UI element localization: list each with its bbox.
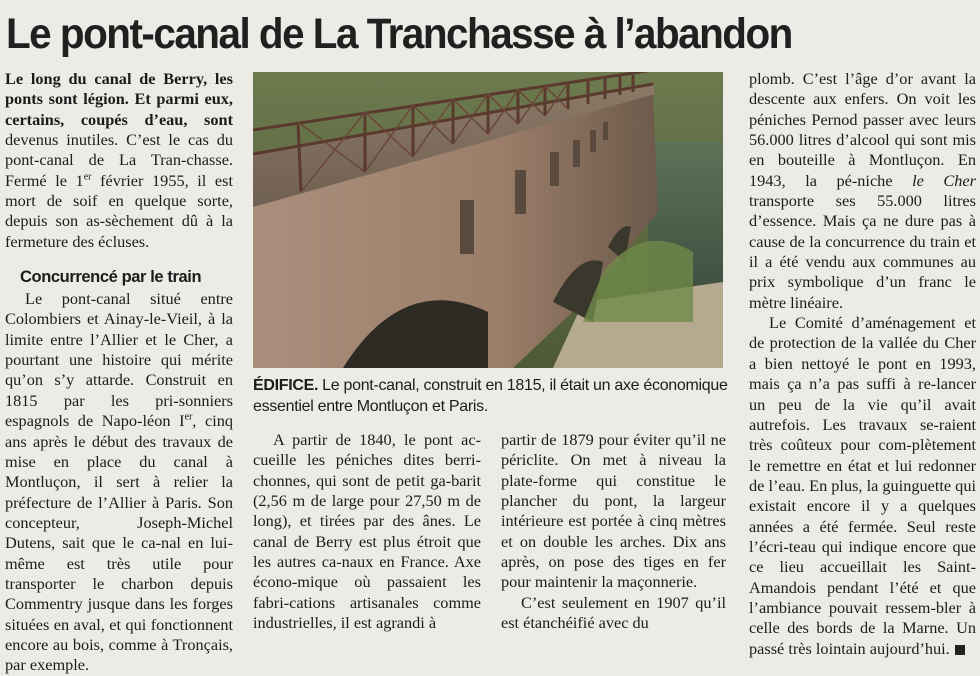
- subhead: Concurrencé par le train: [20, 268, 202, 287]
- col1-superscript: er: [184, 411, 193, 423]
- lede-paragraph: [5, 69, 233, 252]
- col4-italic-text: le Cher: [912, 170, 976, 190]
- article-column-4: [749, 69, 976, 659]
- col4-paragraph-2: [749, 313, 976, 659]
- caption-label: ÉDIFICE.: [253, 377, 319, 394]
- col1-text-a: Le pont-canal situé entre Colombiers et Ainay-le-Vieil, à la limite entre l’Allier et le Cher, a pourtant une histoire qui mérite qu’on s’y attarde. Construit en 1815 par les pri-sonniers espagnols de Napo-léon I: [5, 289, 233, 431]
- col1-text-b: , cinq ans après le début des travaux de mise en place du canal à Montluçon, il sert à relier la préfecture de l’Allier à Paris. Son concepteur, Joseph-Michel Dutens, sait que le ca-nal en lui-même est très utile pour transporter le charbon depuis Commentry jusque dans les forges situées en aval, et qui fonctionnent encore au bois, comme à Tronçais, par exemple.: [5, 411, 233, 675]
- headline: Le pont-canal de La Tranchasse à l’abandon: [6, 10, 792, 58]
- col2-paragraph: A partir de 1840, le pont ac-cueille les péniches dites berri-chonnes, qui sont de petit ga-barit (2,56 m de large pour 27,50 m de long), et tirées par des ânes. Le canal de Berry est plus étroit que les autres ca-naux en France. Axe écono-mique où passaient les fabri-cations artisanales comme industrielles, il est agrandi à: [253, 430, 481, 633]
- article-column-1: [5, 69, 233, 676]
- col4-text-a: plomb. C’est l’âge d’or avant la descente aux enfers. On voit les péniches Pernod passer avec leurs 56.000 litres d’alcool qui sont mis en bouteille à Montluçon. En 1943, la pé-niche: [749, 69, 976, 190]
- lede-superscript: er: [83, 171, 92, 183]
- bridge-photo: [253, 72, 723, 368]
- article-column-2: [253, 430, 481, 633]
- col4-paragraph-1: [749, 69, 976, 313]
- col3-paragraph-2: C’est seulement en 1907 qu’il est étanchéifié avec du: [501, 592, 726, 633]
- body-paragraph: [5, 289, 233, 676]
- article-column-3: [501, 430, 726, 633]
- col4-text-c: Le Comité d’aménagement et de protection de la vallée du Cher a bien nettoyé le pont en 1993, mais ça n’a pas suffi à re-lancer un peu de la vie qu’il avait autrefois. Les travaux se-raient très coûteux pour com-plètement le remettre en état et lui redonner de l’eau. En plus, la guinguette qui existait encore il y a quelques années a été fermée. Seul reste l’écri-teau qui indique encore que ce lieu accueillait les Saint-Amandois pendant l’été et que l’ambiance pouvait ressem-bler à celle des bords de la Marne. Un passé très lointain aujourd’hui.: [749, 313, 976, 658]
- photo-caption: [253, 375, 733, 417]
- caption-text: Le pont-canal, construit en 1815, il était un axe économique essentiel entre Montluçon et Paris.: [253, 377, 728, 415]
- end-mark-icon: [955, 645, 965, 655]
- col4-text-b: transporte ses 55.000 litres d’essence. Mais ça ne dure pas à cause de la concurrence du train et il a été vendu aux communes au prix symbolique d’un franc le mètre linéaire.: [749, 191, 976, 312]
- lede-text: devenus inutiles. C’est le cas du pont-canal de La Tran-chasse. Fermé le 1: [5, 130, 233, 190]
- lede-bold-text: Le long du canal de Berry, les ponts sont légion. Et parmi eux, certains, coupés d’eau, sont: [5, 69, 233, 129]
- lede-text-end: février 1955, il est mort de soif en quelque sorte, depuis son as-sèchement dû à la fermeture des écluses.: [5, 170, 234, 251]
- col3-paragraph-1: partir de 1879 pour éviter qu’il ne périclite. On met à niveau la plate-forme qui constitue le plancher du pont, la largeur intérieure est portée à cinq mètres et on double les arches. Dix ans après, on pose des tiges en fer pour maintenir la maçonnerie.: [501, 430, 726, 592]
